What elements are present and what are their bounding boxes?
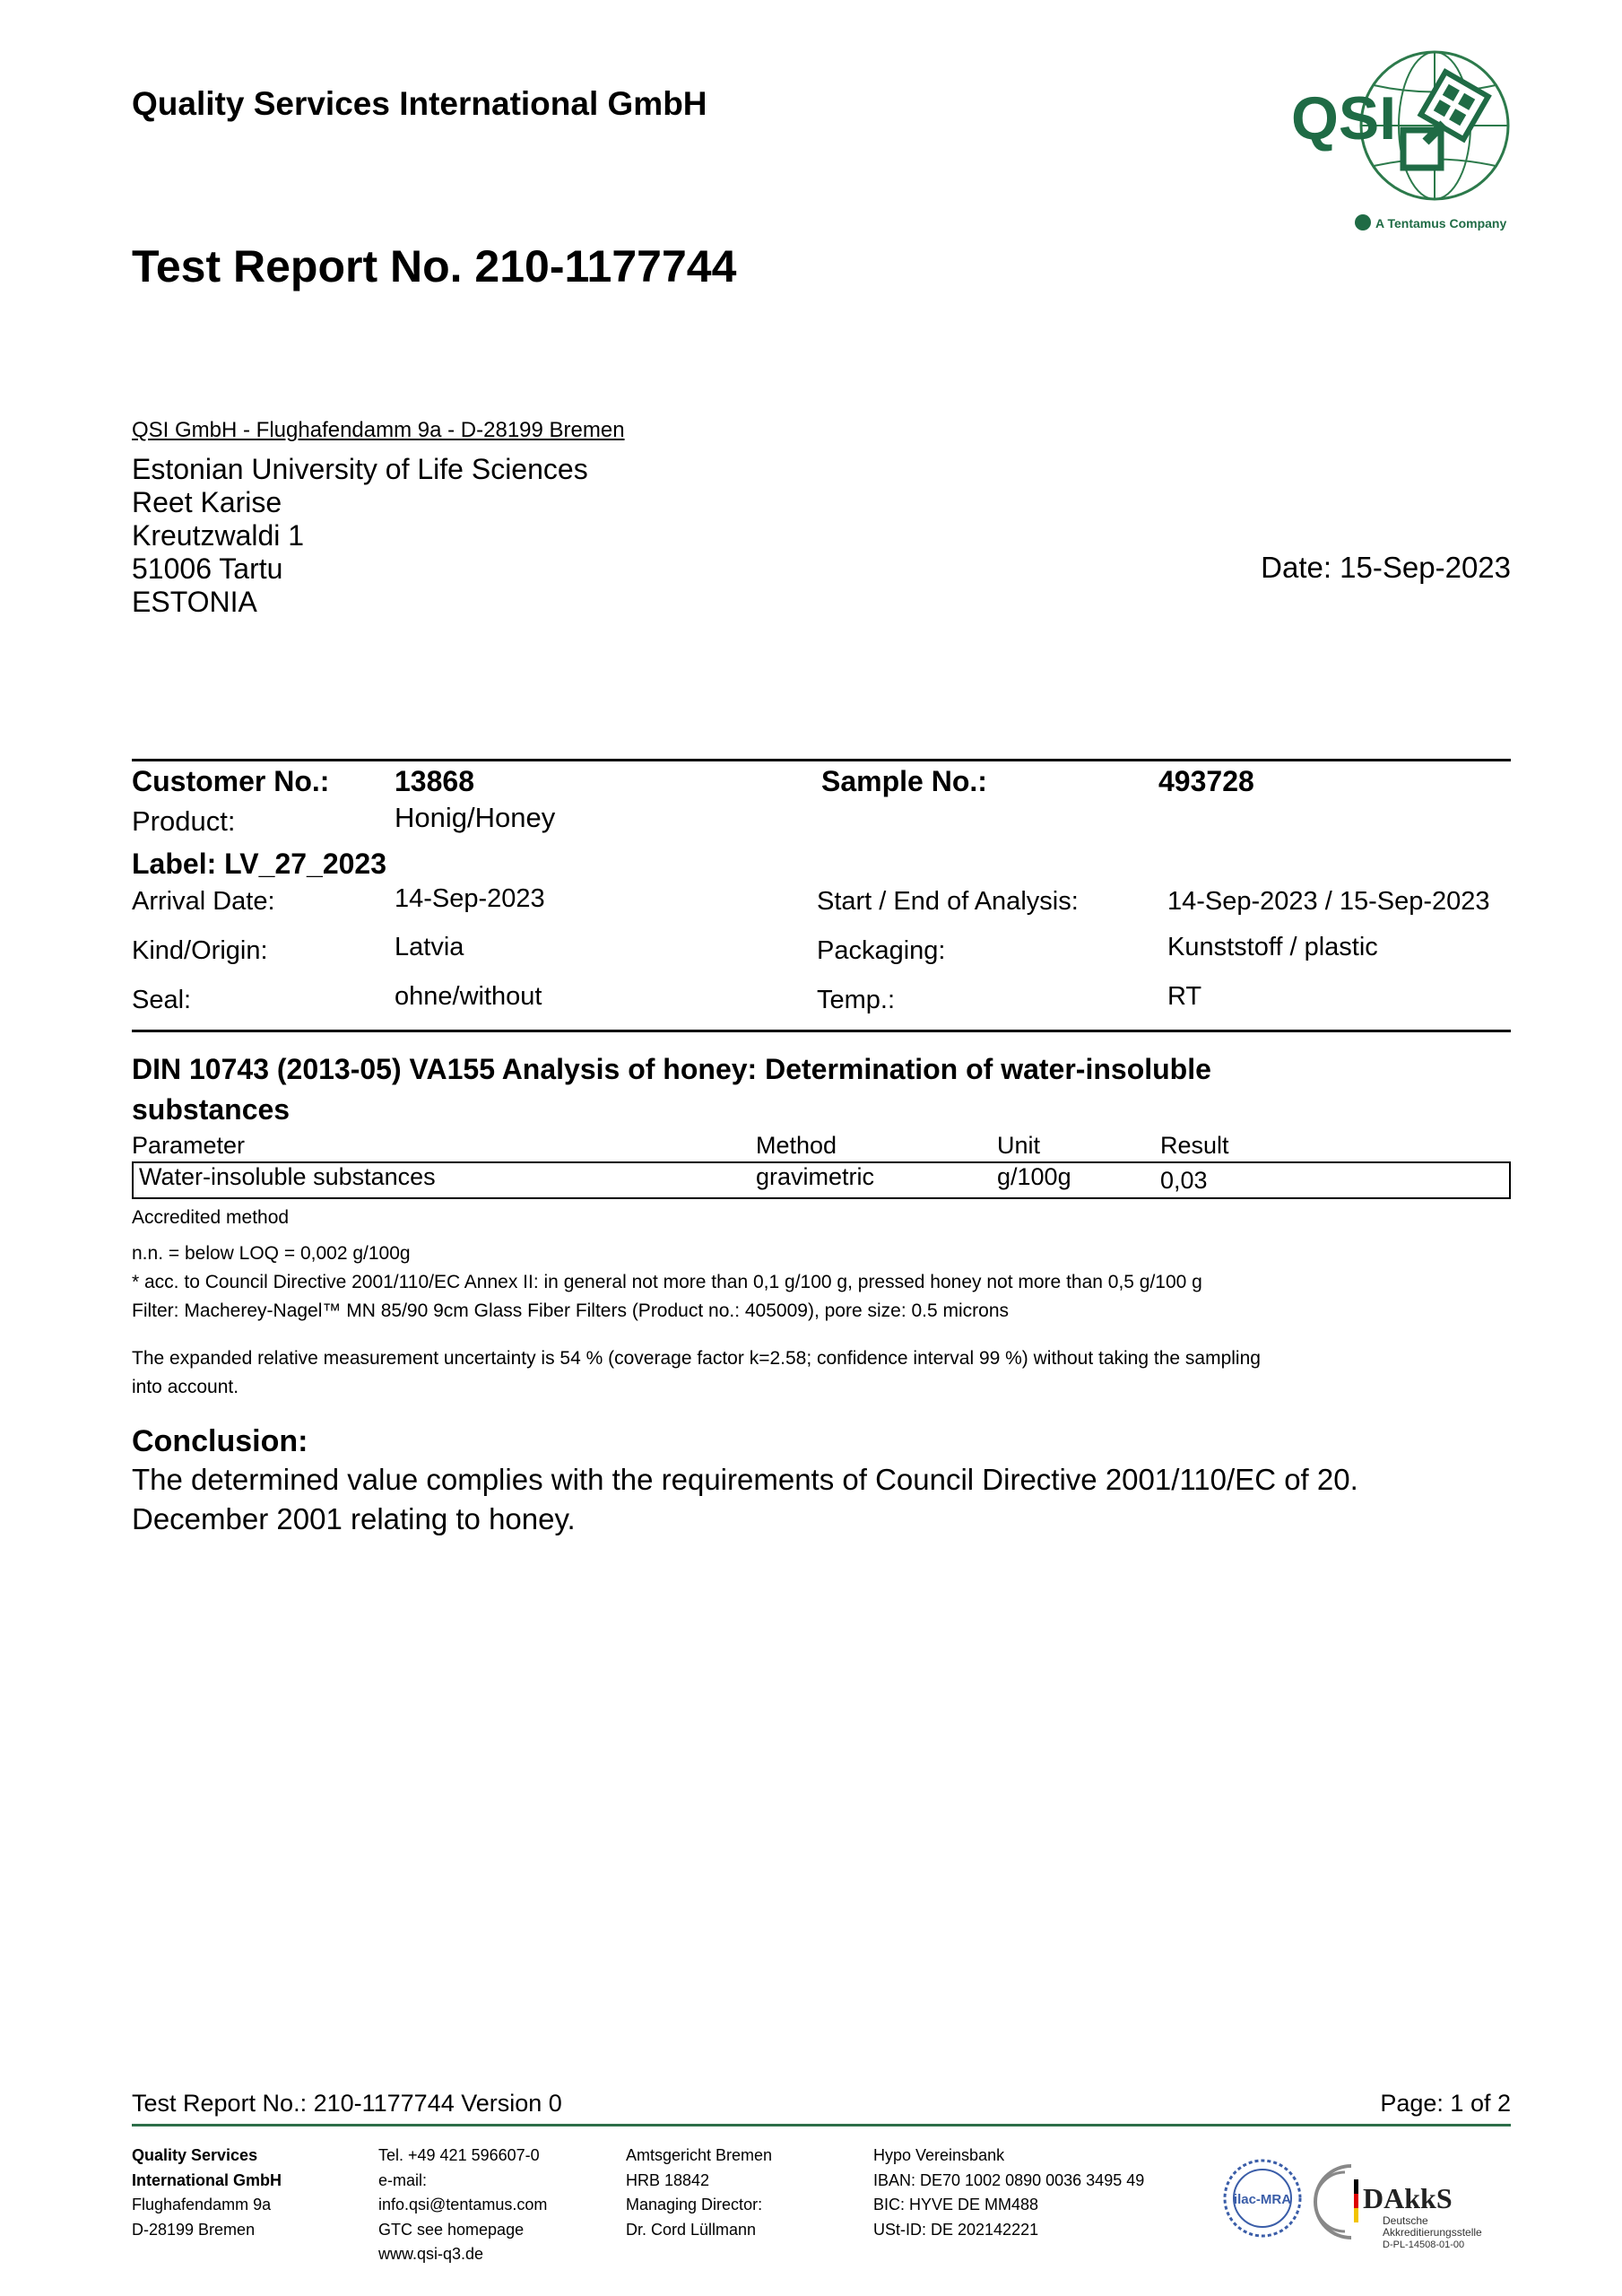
- customer-label: Customer No.:: [132, 765, 330, 797]
- recipient-line-2: Reet Karise: [132, 486, 282, 518]
- note-directive: * acc. to Council Directive 2001/110/EC Annex II: in general not more than 0,1 g/100 g, pressed honey not more than 0,5 g/100 g: [132, 1272, 1202, 1292]
- note-uncertainty: The expanded relative measurement uncertainty is 54 % (coverage factor k=2.58; confidence interval 99 %) without taking the sampling: [132, 1348, 1261, 1369]
- recipient-line-1: Estonian University of Life Sciences: [132, 453, 588, 485]
- footer-report-line: Test Report No.: 210-1177744 Version 0: [132, 2090, 562, 2117]
- note-loq: n.n. = below LOQ = 0,002 g/100g: [132, 1243, 411, 1264]
- recipient-line-5: ESTONIA: [132, 586, 257, 618]
- sender-address: QSI GmbH - Flughafendamm 9a - D-28199 Bremen: [132, 418, 625, 442]
- svg-text:Deutsche: Deutsche: [1383, 2214, 1428, 2227]
- sample-label: Sample No.:: [821, 765, 987, 797]
- analysis-title: DIN 10743 (2013-05) VA155 Analysis of honey: Determination of water-insoluble substances: [132, 1053, 1211, 1126]
- logo-text: QSI: [1291, 84, 1397, 152]
- svg-text:ilac-MRA: ilac-MRA: [1233, 2192, 1292, 2207]
- cell-unit: g/100g: [997, 1163, 1071, 1190]
- cell-parameter: Water-insoluble substances: [139, 1163, 436, 1190]
- arrival-value: 14-Sep-2023: [395, 884, 545, 913]
- conclusion-text: The determined value complies with the requirements of Council Directive 2001/110/EC of 20. December 2001 relating to honey.: [132, 1463, 1358, 1535]
- report-title: Test Report No. 210-1177744: [132, 241, 737, 291]
- qsi-logo: [1291, 45, 1515, 233]
- temp-value: RT: [1167, 982, 1202, 1011]
- company-name: Quality Services International GmbH: [132, 85, 707, 122]
- footer-company: Quality Services International GmbH Flughafendamm 9a D-28199 Bremen: [132, 2146, 282, 2239]
- header-parameter: Parameter: [132, 1132, 246, 1159]
- temp-label: Temp.:: [817, 986, 896, 1014]
- footer-bank: Hypo Vereinsbank IBAN: DE70 1002 0890 0036 3495 49 BIC: HYVE DE MM488 USt-ID: DE 202142221: [873, 2146, 1145, 2239]
- label-line: Label: LV_27_2023: [132, 848, 387, 880]
- header-method: Method: [756, 1132, 837, 1159]
- analysis-period-label: Start / End of Analysis:: [817, 887, 1079, 916]
- cell-result: 0,03: [1160, 1167, 1208, 1194]
- svg-text:DAkkS: DAkkS: [1363, 2182, 1453, 2214]
- footer-page: Page: 1 of 2: [1380, 2090, 1511, 2117]
- note-accredited: Accredited method: [132, 1207, 290, 1228]
- product-value: Honig/Honey: [395, 802, 556, 833]
- seal-value: ohne/without: [395, 982, 542, 1011]
- dakks-logo: [1311, 2152, 1512, 2251]
- arrival-label: Arrival Date:: [132, 887, 275, 916]
- header-result: Result: [1160, 1132, 1229, 1159]
- svg-text:Akkreditierungsstelle: Akkreditierungsstelle: [1383, 2226, 1482, 2239]
- product-label: Product:: [132, 805, 236, 837]
- note-uncertainty-cont: into account.: [132, 1377, 239, 1397]
- svg-text:D-PL-14508-01-00: D-PL-14508-01-00: [1383, 2239, 1465, 2250]
- cell-method: gravimetric: [756, 1163, 875, 1190]
- divider: [132, 759, 1511, 761]
- recipient-line-4: 51006 Tartu: [132, 552, 283, 585]
- header-unit: Unit: [997, 1132, 1041, 1159]
- customer-value: 13868: [395, 765, 474, 797]
- footer-register: Amtsgericht Bremen HRB 18842 Managing Director: Dr. Cord Lüllmann: [626, 2146, 773, 2239]
- divider: [132, 1030, 1511, 1032]
- kind-label: Kind/Origin:: [132, 936, 268, 965]
- kind-value: Latvia: [395, 933, 464, 961]
- sample-value: 493728: [1158, 765, 1254, 797]
- packaging-value: Kunststoff / plastic: [1167, 933, 1378, 961]
- logo-tagline: A Tentamus Company: [1375, 216, 1507, 230]
- seal-label: Seal:: [132, 986, 192, 1014]
- report-date: Date: 15-Sep-2023: [1261, 551, 1511, 584]
- recipient-line-3: Kreutzwaldi 1: [132, 519, 305, 552]
- conclusion-heading: Conclusion:: [132, 1424, 308, 1458]
- footer-contact: Tel. +49 421 596607-0 e-mail: info.qsi@tentamus.com GTC see homepage www.qsi-q3.de: [378, 2146, 548, 2263]
- packaging-label: Packaging:: [817, 936, 946, 965]
- footer-divider: [132, 2124, 1511, 2126]
- analysis-period-value: 14-Sep-2023 / 15-Sep-2023: [1167, 887, 1490, 916]
- ilac-mra-logo: [1221, 2157, 1304, 2239]
- note-filter: Filter: Macherey-Nagel™ MN 85/90 9cm Glass Fiber Filters (Product no.: 405009), pore size: 0.5 microns: [132, 1300, 1010, 1321]
